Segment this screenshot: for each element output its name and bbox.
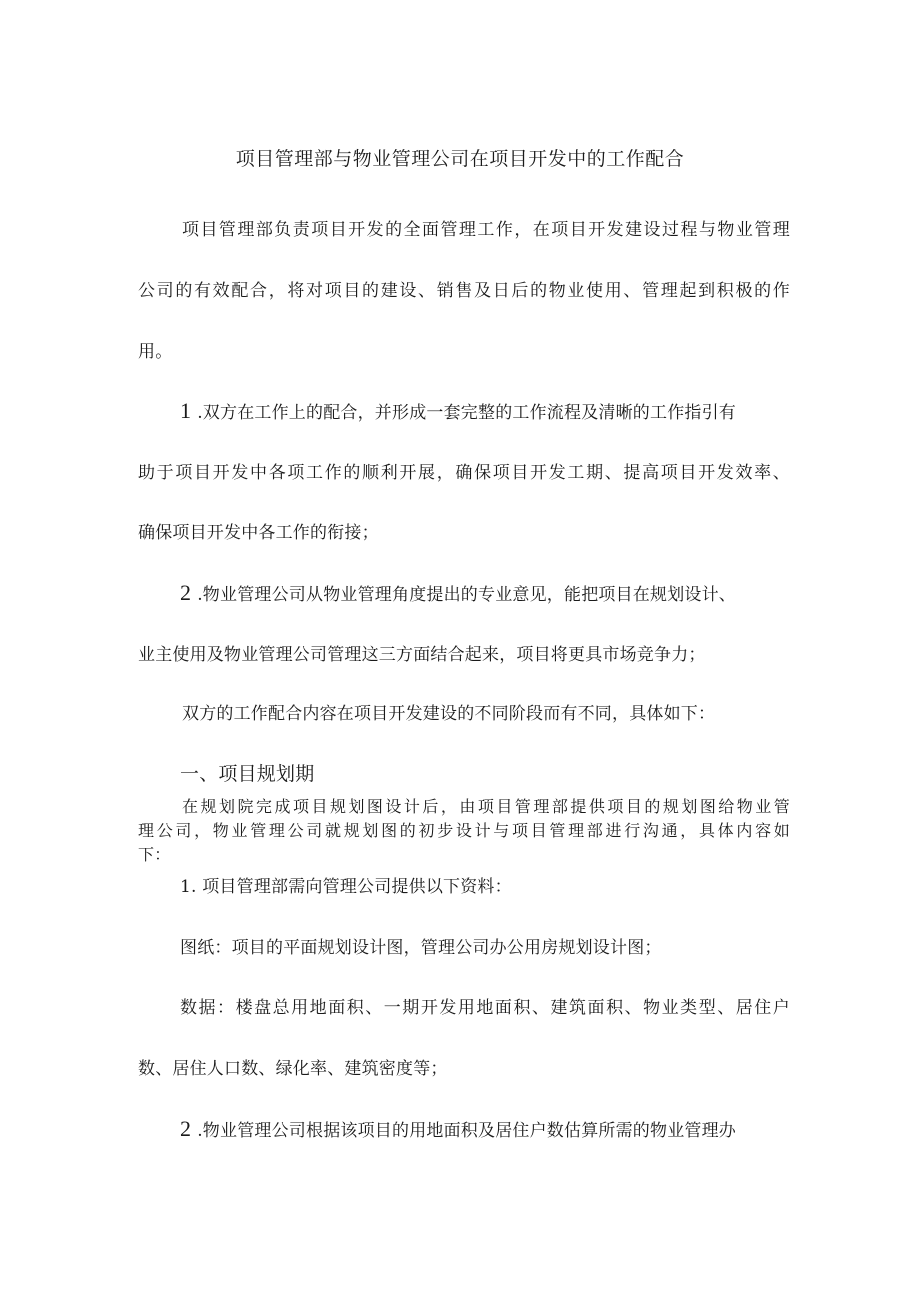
point-1-number: 1 bbox=[180, 398, 192, 423]
intro-line-3: 用。 bbox=[138, 342, 173, 362]
section-1-data-line-1: 数据：楼盘总用地面积、一期开发用地面积、建筑面积、物业类型、居住户 bbox=[180, 998, 790, 1018]
point-1-text: .双方在工作上的配合，并形成一套完整的工作流程及清晰的工作指引有 bbox=[197, 403, 737, 423]
section-1-para-line-3: 下： bbox=[138, 845, 171, 864]
section-1-item-2 bbox=[180, 1118, 736, 1142]
section-1-item-2-number: 2 bbox=[180, 1116, 192, 1141]
section-1-data-line-2: 数、居住人口数、绿化率、建筑密度等； bbox=[138, 1059, 448, 1079]
intro-line-1: 项目管理部负责项目开发的全面管理工作，在项目开发建设过程与物业管理 bbox=[182, 220, 790, 240]
summary-line: 双方的工作配合内容在项目开发建设的不同阶段而有不同，具体如下： bbox=[182, 704, 716, 724]
point-2-line-1 bbox=[180, 582, 736, 606]
section-1-item-2-text: .物业管理公司根据该项目的用地面积及居住户数估算所需的物业管理办 bbox=[197, 1121, 737, 1141]
intro-line-2: 公司的有效配合，将对项目的建设、销售及日后的物业使用、管理起到积极的作 bbox=[138, 281, 790, 301]
point-1-line-1 bbox=[180, 400, 736, 424]
document-title: 项目管理部与物业管理公司在项目开发中的工作配合 bbox=[235, 148, 685, 170]
section-1-para-line-1: 在规划院完成项目规划图设计后，由项目管理部提供项目的规划图给物业管 bbox=[182, 797, 790, 816]
section-1-heading: 一、项目规划期 bbox=[180, 763, 315, 785]
point-2-text: .物业管理公司从物业管理角度提出的专业意见，能把项目在规划设计、 bbox=[197, 585, 737, 605]
section-1-item-1: 1. 项目管理部需向管理公司提供以下资料： bbox=[180, 877, 512, 897]
point-2-line-2: 业主使用及物业管理公司管理这三方面结合起来，项目将更具市场竞争力； bbox=[138, 645, 706, 665]
point-2-number: 2 bbox=[180, 580, 192, 605]
point-1-line-2: 助于项目开发中各项工作的顺利开展，确保项目开发工期、提高项目开发效率、 bbox=[138, 463, 790, 483]
section-1-para-line-2: 理公司，物业管理公司就规划图的初步设计与项目管理部进行沟通，具体内容如 bbox=[138, 821, 790, 840]
section-1-drawings: 图纸：项目的平面规划设计图，管理公司办公用房规划设计图； bbox=[180, 938, 662, 958]
point-1-line-3: 确保项目开发中各工作的衔接； bbox=[138, 523, 379, 543]
